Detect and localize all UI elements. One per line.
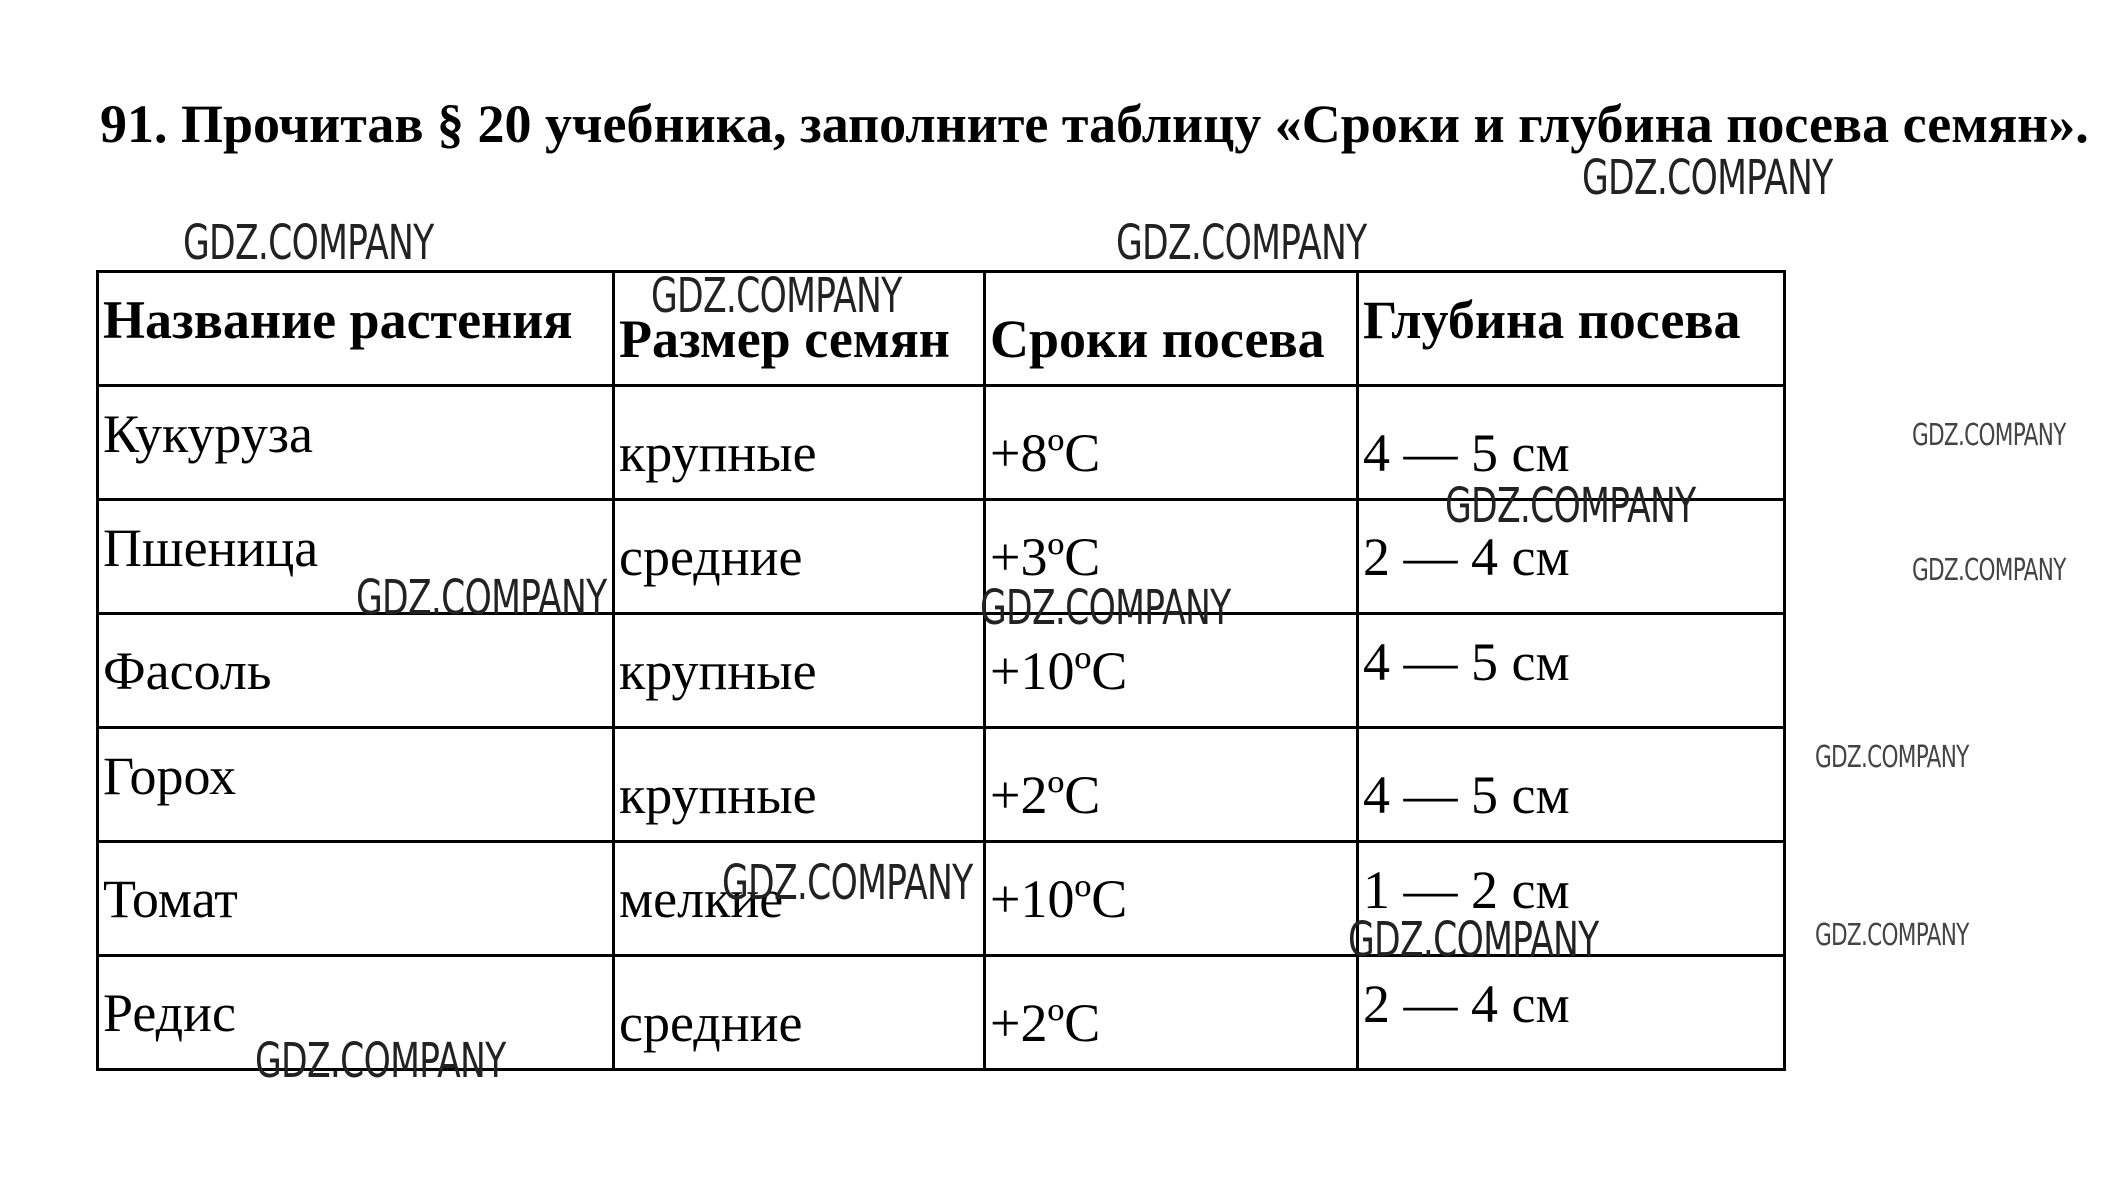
watermark: GDZ.COMPANY — [1445, 478, 1696, 534]
header-plant-name: Название растения — [98, 272, 614, 386]
watermark: GDZ.COMPANY — [183, 215, 434, 271]
cell-sowing-time: +10ºС — [985, 842, 1358, 956]
cell-plant: Фасоль — [98, 614, 614, 728]
cell-plant: Томат — [98, 842, 614, 956]
watermark: GDZ.COMPANY — [1912, 553, 2066, 588]
watermark: GDZ.COMPANY — [1116, 215, 1367, 271]
watermark: GDZ.COMPANY — [356, 570, 607, 626]
cell-seed-size: средние — [614, 956, 985, 1070]
cell-plant: Горох — [98, 728, 614, 842]
table-row — [98, 614, 1785, 728]
watermark: GDZ.COMPANY — [1815, 918, 1969, 953]
cell-seed-size: средние — [614, 500, 985, 614]
table-row — [98, 728, 1785, 842]
watermark: GDZ.COMPANY — [255, 1033, 506, 1089]
cell-sowing-time: +2ºС — [985, 728, 1358, 842]
watermark: GDZ.COMPANY — [1912, 418, 2066, 453]
header-sowing-time: Сроки посева — [985, 272, 1358, 386]
cell-sowing-time: +10ºС — [985, 614, 1358, 728]
cell-sowing-depth: 4 — 5 см — [1358, 728, 1785, 842]
cell-plant: Пшеница — [98, 500, 614, 614]
cell-seed-size: мелкие — [614, 842, 985, 956]
watermark: GDZ.COMPANY — [722, 855, 973, 911]
cell-sowing-time: +2ºС — [985, 956, 1358, 1070]
watermark: GDZ.COMPANY — [1348, 912, 1599, 968]
cell-sowing-time: +3ºС — [985, 500, 1358, 614]
watermark: GDZ.COMPANY — [1815, 740, 1969, 775]
watermark: GDZ.COMPANY — [1582, 150, 1833, 206]
cell-sowing-depth: 4 — 5 см — [1358, 386, 1785, 500]
cell-seed-size: крупные — [614, 728, 985, 842]
cell-sowing-depth: 2 — 4 см — [1358, 500, 1785, 614]
cell-plant: Редис — [98, 956, 614, 1070]
cell-sowing-depth: 1 — 2 см — [1358, 842, 1785, 956]
cell-sowing-depth: 2 — 4 см — [1358, 956, 1785, 1070]
cell-sowing-time: +8ºС — [985, 386, 1358, 500]
header-seed-size: Размер семян — [614, 272, 985, 386]
table-header-row — [98, 272, 1785, 386]
task-title: 91. Прочитав § 20 учебника, заполните таблицу «Сроки и глубина посева семян». — [100, 94, 2089, 154]
watermark: GDZ.COMPANY — [651, 268, 902, 324]
cell-plant: Кукуруза — [98, 386, 614, 500]
cell-seed-size: крупные — [614, 386, 985, 500]
header-sowing-depth: Глубина посева — [1358, 272, 1785, 386]
cell-seed-size: крупные — [614, 614, 985, 728]
watermark: GDZ.COMPANY — [980, 580, 1231, 636]
cell-sowing-depth: 4 — 5 см — [1358, 614, 1785, 728]
